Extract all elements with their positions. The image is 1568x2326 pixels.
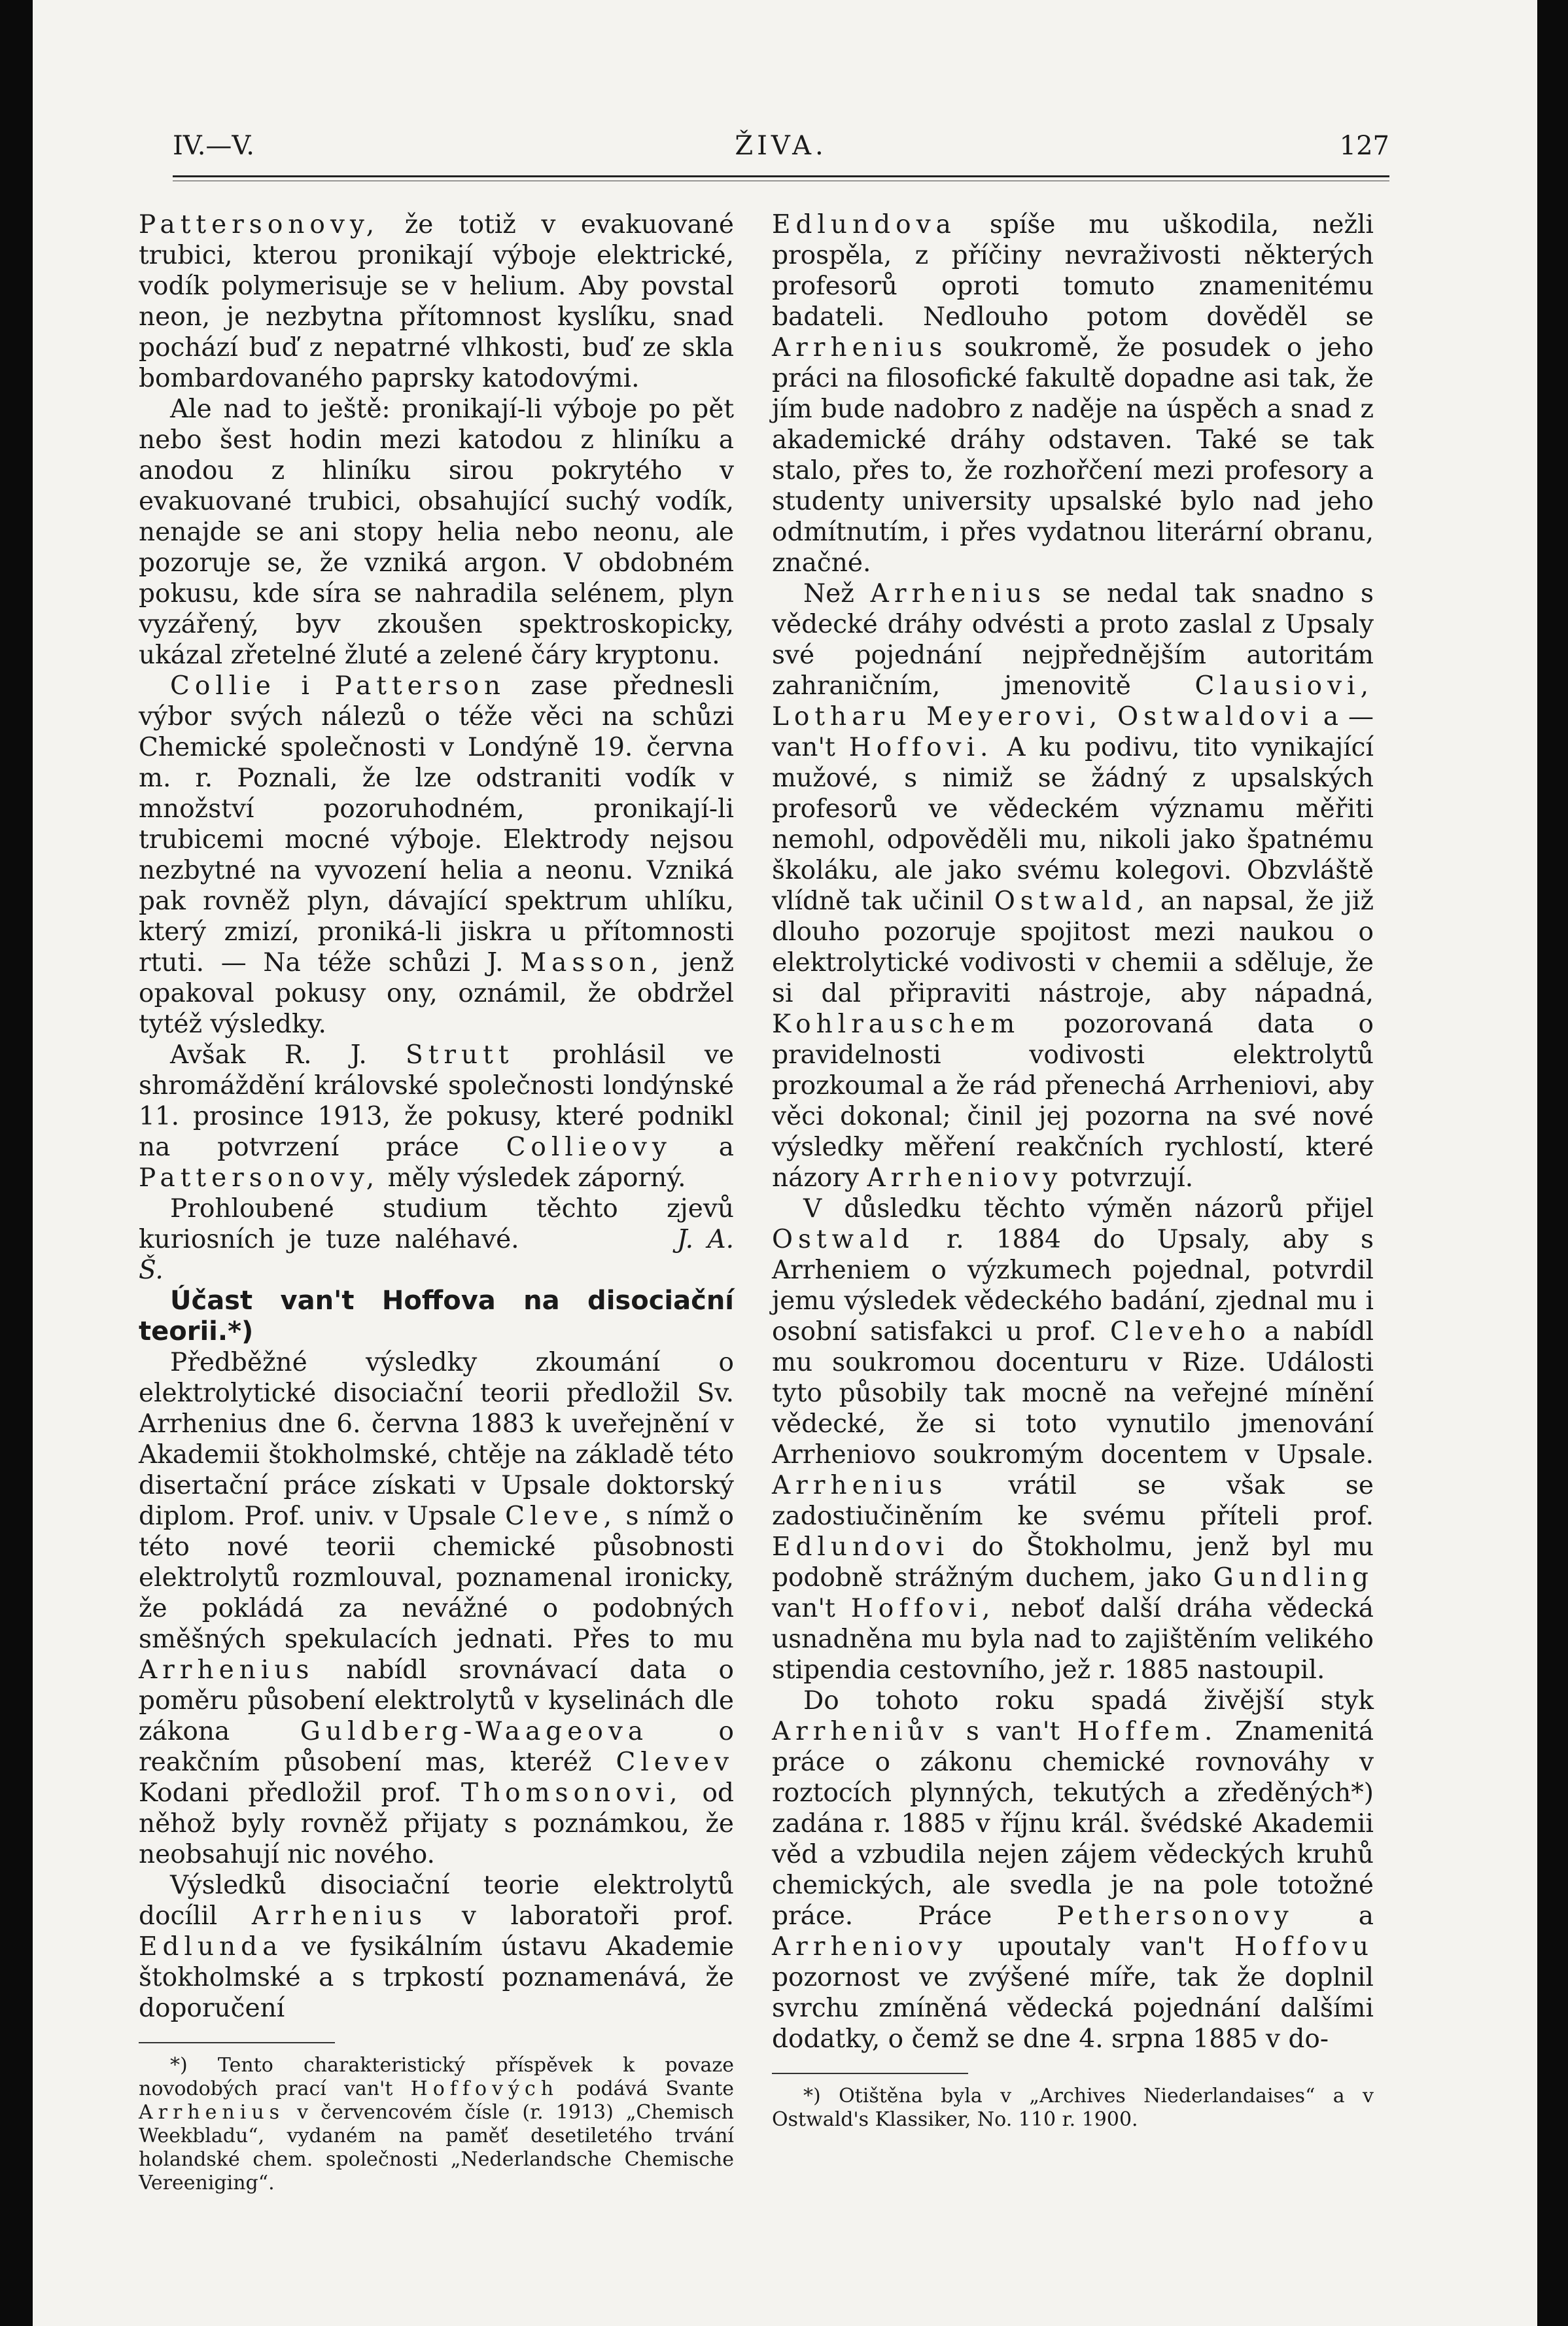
section-heading: Účast van't Hoffova na disociační teorii.*) bbox=[139, 1286, 734, 1347]
paragraph: Předběžné výsledky zkoumání o elektrolytické disociační teorii předložil Sv. Arrhenius dne 6. června 1883 k uveřejnění v Akademii štokholmské, chtěje na základě této disertační práce získati v Upsale doktorský diplom. Prof. univ. v Upsale Cleve, s nímž o této nové teorii chemické působnosti elektrolytů rozmlouval, poznamenal ironicky, že pokládá za nevážné o podobných směšných spekulacích jednati. Přes to mu Arrhenius nabídl srovnávací data o poměru působení elektrolytů v kyselinách dle zákona Guldberg-Waageova o reakčním působení mas, kteréž Clevev Kodani předložil prof. Thomsonovi, od něhož byly rovněž přijaty s poznámkou, že neobsahují nic nového. bbox=[139, 1348, 734, 1869]
footnote: *) Tento charakteristický příspěvek k povaze novodobých prací van't Hoffových podává Svante Arrhenius v červencovém čísle (r. 1913) „Chemisch Weekbladu“, vydaném na paměť desetiletého trvání holandské chem. společnosti „Nederlandsche Chemische Vereeniging“. bbox=[139, 2054, 735, 2194]
page bbox=[33, 0, 1537, 2326]
paragraph: V důsledku těchto výměn názorů přijel Ostwald r. 1884 do Upsaly, aby s Arrheniem o výzkumech pojednal, potvrdil jemu výsledek vědeckého badání, zjednal mu i osobní satisfakci u prof. Cleveho a nabídl mu soukromou docenturu v Rize. Události tyto působily tak mocně na veřejné mínění vědecké, že si toto vynutilo jmenování Arrheniovo soukromým docentem v Upsale. Arrhenius vrátil se však se zadostiučiněním ke svému příteli prof. Edlundovi do Štokholmu, jenž byl mu podobně strážným duchem, jako Gundling van't Hoffovi, neboť další dráha vědecká usnadněna mu byla nad to zajištěním velikého stipendia cestovního, jež r. 1885 nastoupil. bbox=[772, 1194, 1374, 1685]
paragraph: Collie i Patterson zase přednesli výbor svých nálezů o téže věci na schůzi Chemické společnosti v Londýně 19. června m. r. Poznali, že lze odstraniti vodík v množství pozoruhodném, pronikají-li trubicemi mocné výboje. Elektrody nejsou nezbytné na vyvození helia a neonu. Vzniká pak rovněž plyn, dávající spektrum uhlíku, který zmizí, proniká-li jiskra u přítomnosti rtuti. — Na téže schůzi J. Masson, jenž opakoval pokusy ony, oznámil, že obdržel tytéž výsledky. bbox=[139, 671, 735, 1039]
footnote: *) Otištěna byla v „Archives Niederlandaises“ a v Ostwald's Klassiker, No. 110 r. 1900. bbox=[772, 2085, 1374, 2131]
footnote-rule bbox=[772, 2073, 968, 2074]
header-rule bbox=[173, 175, 1389, 177]
paragraph: Pattersonovy, že totiž v evakuované trubici, kterou pronikají výboje elektrické, vodík polymerisuje se v helium. Aby povstal neon, je nezbytna přítomnost kyslíku, snad pochází buď z nepatrné vlhkosti, buď ze skla bombardovaného paprsky katodovými. bbox=[139, 210, 734, 393]
author-signature: J. A. Š. bbox=[139, 1225, 735, 1285]
issue-number: IV.—V. bbox=[173, 131, 255, 161]
paragraph: Prohloubené studium těchto zjevů kuriosních je tuze naléhavé. J. A. Š. bbox=[139, 1194, 735, 1285]
paragraph: Edlundova spíše mu uškodila, nežli prospěla, z příčiny nevraživosti některých profesorů oproti tomuto znamenitému badateli. Nedlouho potom dověděl se Arrhenius soukromě, že posudek o jeho práci na filosofické fakultě dopadne asi tak, že jím bude nadobro z naděje na úspěch a snad z akademické dráhy odstaven. Také se tak stalo, přes to, že rozhořčení mezi profesory a studenty university upsalské bylo nad jeho odmítnutím, i přes vydatnou literární obranu, značné. bbox=[772, 210, 1374, 578]
paragraph: Avšak R. J. Strutt prohlásil ve shromáždění královské společnosti londýnské 11. prosince 1913, že pokusy, které podnikl na potvrzení práce Collieovy a Pattersonovy, měly výsledek záporný. bbox=[139, 1040, 734, 1193]
running-header bbox=[173, 131, 1389, 170]
paragraph: Do tohoto roku spadá živější styk Arrheniův s van't Hoffem. Znamenitá práce o zákonu chemické rovnováhy v roztocích plynných, tekutých a zředěných*) zadána r. 1885 v říjnu král. švédské Akademii věd a vzbudila nejen zájem vědeckých kruhů chemických, ale svedla je na pole totožné práce. Práce Pethersonovy a Arrheniovy upoutaly van't Hoffovu pozornost ve zvýšené míře, tak že doplnil svrchu zmíněná vědecká pojednání dalšími dodatky, o čemž se dne 4. srpna 1885 v do- bbox=[772, 1686, 1374, 2054]
paragraph: Než Arrhenius se nedal tak snadno s vědecké dráhy odvésti a proto zaslal z Upsaly své pojednání nejpřednějším autoritám zahraničním, jmenovitě Clausiovi, Lotharu Meyerovi, Ostwaldovi a — van't Hoffovi. A ku podivu, tito vynikající mužové, s nimiž se žádný z upsalských profesorů ve vědeckém významu měřiti nemohl, odpověděli mu, nikoli jako špatnému školáku, ale jako svému kolegovi. Obzvláště vlídně tak učinil Ostwald, an napsal, že již dlouho pozoruje spojitost mezi naukou o elektrolytické vodivosti v chemii a sděluje, že si dal připraviti nástroje, aby nápadná, Kohlrauschem pozorovaná data o pravidelnosti vodivosti elektrolytů prozkoumal a že rád přenechá Arrheniovi, aby věci dokonal; činil jej pozorna na své nové výsledky měření reakčních rychlostí, které názory Arrheniovy potvrzují. bbox=[772, 579, 1374, 1193]
left-column bbox=[139, 209, 734, 2195]
journal-title: ŽIVA. bbox=[735, 131, 828, 161]
page-number: 127 bbox=[1339, 131, 1389, 161]
paragraph: Ale nad to ještě: pronikají-li výboje po pět nebo šest hodin mezi katodou z hliníku a anodou z hliníku sirou pokrytého v evakuované trubici, obsahující suchý vodík, nenajde se ani stopy helia nebo neonu, ale pozoruje se, že vzniká argon. V obdobném pokusu, kde síra se nahradila selénem, plyn vyzářený, byv zkoušen spektroskopicky, ukázal zřetelné žluté a zelené čáry kryptonu. bbox=[139, 395, 734, 670]
right-column bbox=[772, 209, 1374, 2132]
paragraph: Výsledků disociační teorie elektrolytů docílil Arrhenius v laboratoři prof. Edlunda ve fysikálním ústavu Akademie štokholmské a s trpkostí poznamenává, že doporučení bbox=[139, 1871, 735, 2023]
footnote-rule bbox=[139, 2042, 335, 2043]
